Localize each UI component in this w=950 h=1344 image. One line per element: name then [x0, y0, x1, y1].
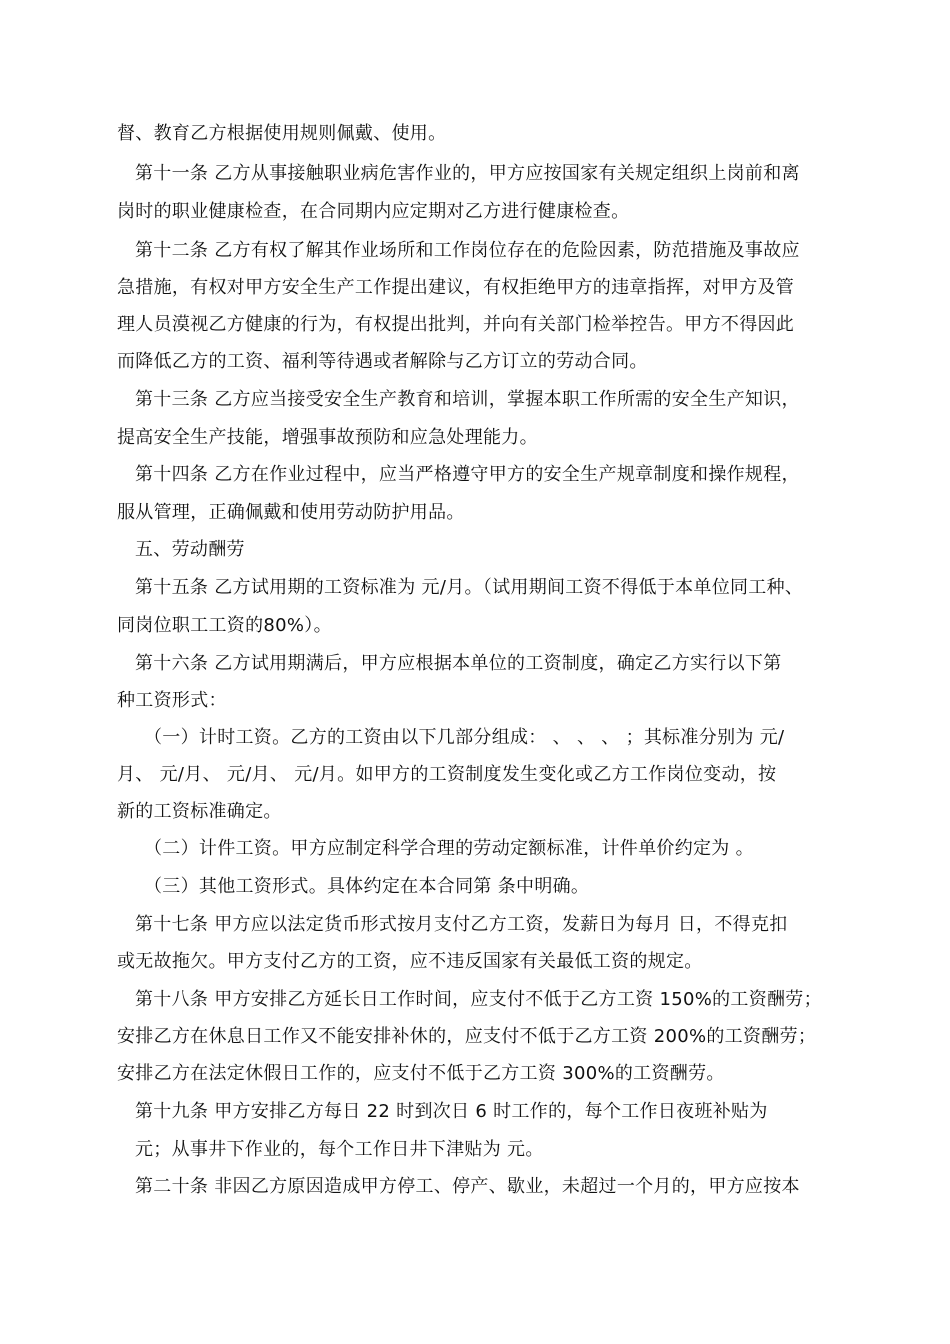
- text-line: （三）其他工资形式。具体约定在本合同第 条中明确。: [144, 876, 590, 897]
- text-line: 同岗位职工工资的80%）。: [117, 615, 332, 636]
- text-line: 第二十条 非因乙方原因造成甲方停工、停产、歇业，未超过一个月的，甲方应按本: [135, 1176, 800, 1197]
- text-line: 急措施，有权对甲方安全生产工作提出建议，有权拒绝甲方的违章指挥，对甲方及管: [117, 277, 795, 298]
- text-line: 而降低乙方的工资、福利等待遇或者解除与乙方订立的劳动合同。: [117, 351, 648, 372]
- text-line: 第十一条 乙方从事接触职业病危害作业的，甲方应按国家有关规定组织上岗前和离: [135, 163, 800, 184]
- text-line: 提高安全生产技能，增强事故预防和应急处理能力。: [117, 427, 538, 448]
- text-line: 第十七条 甲方应以法定货币形式按月支付乙方工资，发薪日为每月 日，不得克扣: [135, 914, 788, 935]
- text-line: 服从管理，正确佩戴和使用劳动防护用品。: [117, 502, 465, 523]
- text-line: 第十八条 甲方安排乙方延长日工作时间，应支付不低于乙方工资 150%的工资酬劳；: [135, 989, 822, 1010]
- text-line: 新的工资标准确定。: [117, 801, 282, 822]
- text-line: 第十九条 甲方安排乙方每日 22 时到次日 6 时工作的，每个工作日夜班补贴为: [135, 1101, 768, 1122]
- text-line: 第十三条 乙方应当接受安全生产教育和培训，掌握本职工作所需的安全生产知识，: [135, 389, 800, 410]
- text-line: 第十二条 乙方有权了解其作业场所和工作岗位存在的危险因素，防范措施及事故应: [135, 240, 800, 261]
- text-line: 督、教育乙方根据使用规则佩戴、使用。: [117, 123, 447, 144]
- text-line: 元；从事井下作业的，每个工作日井下津贴为 元。: [135, 1139, 544, 1160]
- text-line: 或无故拖欠。甲方支付乙方的工资，应不违反国家有关最低工资的规定。: [117, 951, 703, 972]
- text-line: （一）计时工资。乙方的工资由以下几部分组成： 、 、 、 ；其标准分别为 元/: [144, 727, 785, 748]
- text-line: 安排乙方在休息日工作又不能安排补休的，应支付不低于乙方工资 200%的工资酬劳；: [117, 1026, 817, 1047]
- text-line: 月、 元/月、 元/月、 元/月。如甲方的工资制度发生变化或乙方工作岗位变动，按: [117, 764, 777, 785]
- text-line: 安排乙方在法定休假日工作的，应支付不低于乙方工资 300%的工资酬劳。: [117, 1063, 725, 1084]
- text-line: 第十五条 乙方试用期的工资标准为 元/月。（试用期间工资不得低于本单位同工种、: [135, 577, 804, 598]
- text-line: （二）计件工资。甲方应制定科学合理的劳动定额标准，计件单价约定为 。: [144, 838, 754, 859]
- text-line: 种工资形式：: [117, 690, 227, 711]
- text-line: 第十六条 乙方试用期满后，甲方应根据本单位的工资制度，确定乙方实行以下第: [135, 653, 782, 674]
- text-line: 岗时的职业健康检查，在合同期内应定期对乙方进行健康检查。: [117, 201, 630, 222]
- section-heading: 五、劳动酬劳: [135, 539, 245, 560]
- text-line: 理人员漠视乙方健康的行为，有权提出批判，并向有关部门检举控告。甲方不得因此: [117, 314, 795, 335]
- text-line: 第十四条 乙方在作业过程中，应当严格遵守甲方的安全生产规章制度和操作规程，: [135, 464, 800, 485]
